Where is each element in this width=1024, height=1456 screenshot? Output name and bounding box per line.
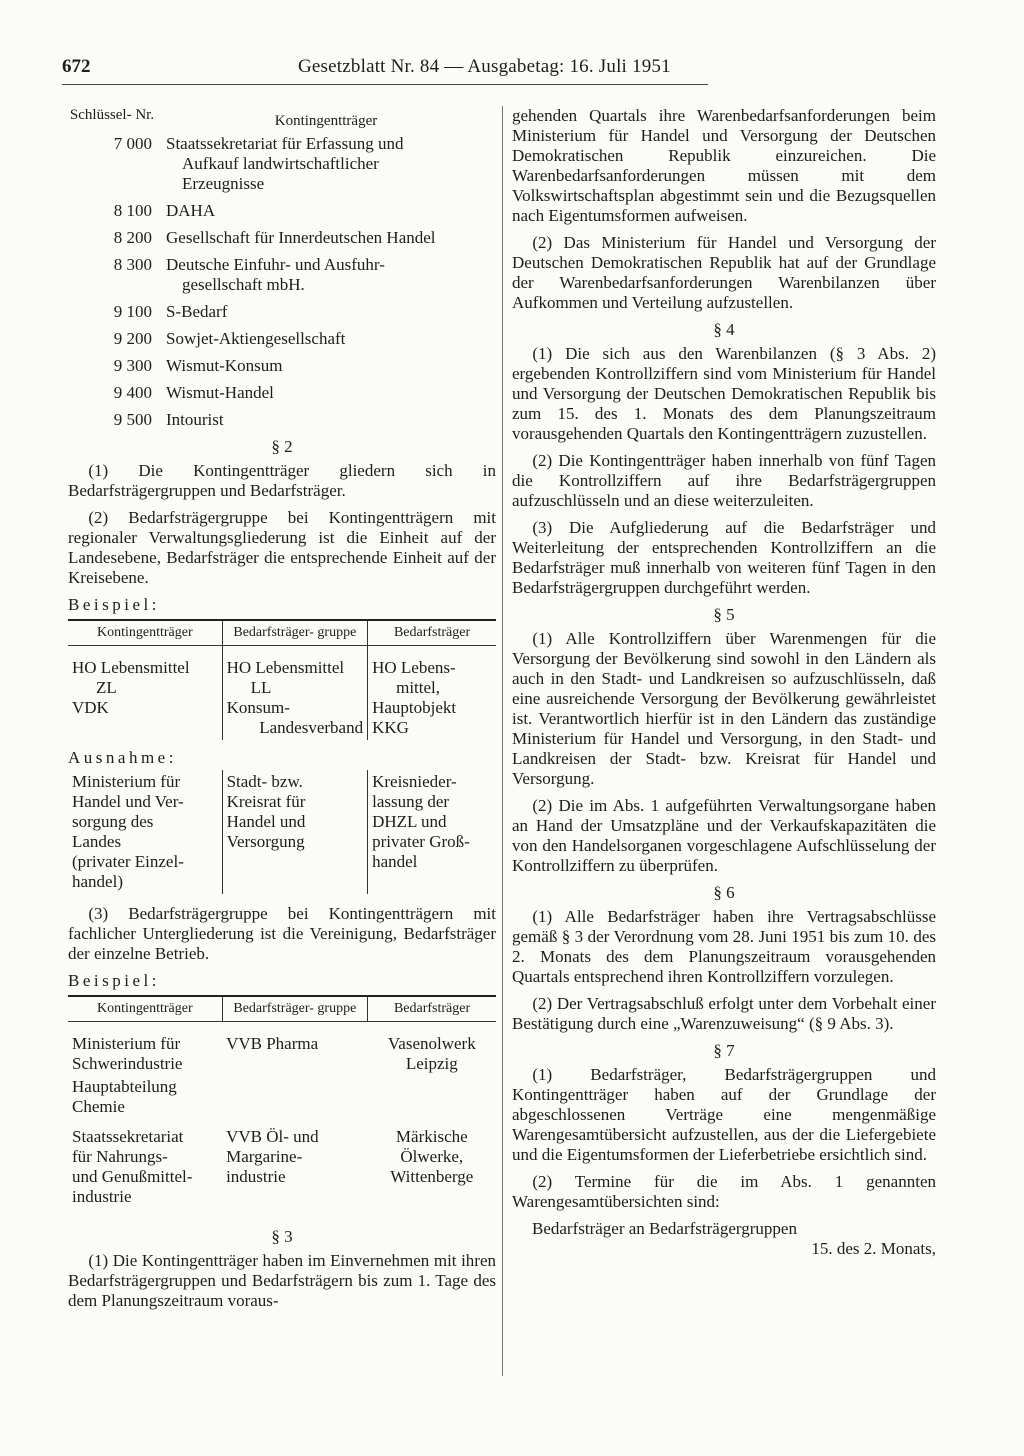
table-2-header-holder: Kontingentträger <box>68 996 222 1022</box>
example-label-1: Beispiel: <box>68 595 160 614</box>
holder-name <box>166 302 496 322</box>
cell-line: Märkische <box>395 1127 468 1146</box>
section-4-para-2: (2) Die Kontingentträger haben innerhalb von fünf Tagen die Kontrollziffern auf ihre Bedarfsträgergruppen aufzuschlüsseln und an diese weiterzuleiten. <box>512 451 936 510</box>
holder-name-line: Aufkauf landwirtschaftlicher <box>182 154 379 173</box>
section-4-title: § 4 <box>713 320 735 339</box>
cell-line: VVB Pharma <box>226 1034 319 1053</box>
table-cell <box>222 1119 368 1209</box>
cell-line: Landes <box>72 832 122 851</box>
cell-line: (privater Einzel- <box>72 852 184 871</box>
table-cell <box>368 1022 496 1120</box>
table-cell <box>368 646 496 741</box>
list-item <box>68 201 496 221</box>
cell-line: HO Lebensmittel <box>226 658 345 677</box>
cell-line: Konsum- <box>226 698 290 717</box>
cell-line: handel <box>372 852 418 871</box>
section-6-para-1: (1) Alle Bedarfsträger haben ihre Vertragsabschlüsse gemäß § 3 der Verordnung vom 28. Juni 1951 bis zum 10. des 2. Monats des dem Planungszeitraum vorausgehenden Quartals entsprechend ihren Kontrollziffern vorzulegen. <box>512 907 936 986</box>
list-item <box>68 302 496 322</box>
cell-line: Margarine- <box>226 1147 303 1166</box>
example-table-2 <box>68 995 496 1209</box>
section-6-para-2: (2) Der Vertragsabschluß erfolgt unter dem Vorbehalt einer Bestätigung durch eine „Warenzuweisung“ (§ 9 Abs. 3). <box>512 994 936 1033</box>
cell-line: Leipzig <box>405 1054 458 1073</box>
section-5-para-1: (1) Alle Kontrollziffern über Warenmengen für die Versorgung der Bevölkerung sind sowohl in den Ländern als auch in den Stadt- und Landkreisen so aufzuschlüsseln, daß eine ausreichende Versorgung der Bevölkerung gewährleistet ist. Verantwortlich hierfür ist in den Ländern das zuständige Ministerium für Handel und Versorgung, in den Stadt- und Landkreisen der Stadt- bzw. Kreisrat für Handel und Versorgung. <box>512 629 936 788</box>
section-7-deadline-date: 15. des 2. Monats, <box>811 1239 936 1258</box>
holder-name-line: S-Bedarf <box>166 302 228 321</box>
cell-line: ZL <box>96 678 117 697</box>
cell-line: Versorgung <box>226 832 305 851</box>
table-cell <box>368 1119 496 1209</box>
page-number: 672 <box>62 56 91 77</box>
holder-name <box>166 410 496 430</box>
cell-line: Kreisrat für <box>226 792 306 811</box>
holder-name <box>166 329 496 349</box>
holder-name-line: Staatssekretariat für Erfassung und <box>166 134 404 153</box>
key-number: 9 300 <box>113 356 152 375</box>
section-4-para-3: (3) Die Aufgliederung auf die Bedarfsträger und Weiterleitung der entsprechenden Kontrollziffern an die Bedarfsträger muß innerhalb von weiteren fünf Tagen in den Bedarfsträgergruppen durchgeführt werden. <box>512 518 936 597</box>
cell-line: Landesverband <box>259 718 364 737</box>
table-cell <box>68 1022 222 1120</box>
page-header <box>62 56 706 84</box>
cell-line: sorgung des <box>72 812 154 831</box>
table-row <box>68 770 496 894</box>
table-2-header-group: Bedarfsträger- gruppe <box>222 996 368 1022</box>
holder-name-line: Sowjet-Aktiengesellschaft <box>166 329 346 348</box>
holder-name <box>166 228 496 248</box>
cell-line: Hauptabteilung <box>72 1077 177 1096</box>
list-item <box>68 410 496 430</box>
table-1-header-group: Bedarfsträger- gruppe <box>222 620 368 646</box>
holder-name-line: Wismut-Konsum <box>166 356 283 375</box>
holder-name <box>166 134 496 194</box>
section-5-para-2: (2) Die im Abs. 1 aufgeführten Verwaltungsorgane haben an Hand der Umsatzpläne und der Verkaufskapazitäten die von den Handelsorganen vorgeschlagene Aufschlüsselung der Kontrollziffern zu überprüfen. <box>512 796 936 875</box>
key-number: 9 100 <box>113 302 152 321</box>
holder-name-line: Wismut-Handel <box>166 383 274 402</box>
list-item <box>68 383 496 403</box>
key-number: 9 400 <box>113 383 152 402</box>
example-label-2: Beispiel: <box>68 971 160 990</box>
section-7-title: § 7 <box>713 1041 735 1060</box>
table-row <box>68 646 496 741</box>
section-2-title: § 2 <box>271 437 293 456</box>
left-column <box>68 106 496 1318</box>
cell-line: Kreisnieder- <box>372 772 457 791</box>
holder-name-line: DAHA <box>166 201 216 220</box>
exception-label: Ausnahme: <box>68 748 177 767</box>
table-cell <box>222 770 368 894</box>
table-row <box>68 1119 496 1209</box>
cell-line: und Genußmittel- <box>72 1167 193 1186</box>
section-3-para-1: (1) Die Kontingentträger haben im Einvernehmen mit ihren Bedarfsträgergruppen und Bedarfsträgern bis zum 1. Tage des dem Planungszeitraum voraus- <box>68 1251 496 1310</box>
running-title: Gesetzblatt Nr. 84 — Ausgabetag: 16. Juli 1951 <box>298 56 671 77</box>
table-cell <box>68 646 222 741</box>
table-cell <box>68 740 496 770</box>
holder-name-line: gesellschaft mbH. <box>182 275 305 294</box>
table-row <box>68 1022 496 1120</box>
cell-line: industrie <box>226 1167 286 1186</box>
holder-name <box>166 383 496 403</box>
key-number: 8 100 <box>113 201 152 220</box>
section-2-para-3: (3) Bedarfsträgergruppe bei Kontingentträgern mit fachlicher Untergliederung ist die Vereinigung, Bedarfsträger der einzelne Betrieb. <box>68 904 496 963</box>
section-4-para-1: (1) Die sich aus den Warenbilanzen (§ 3 Abs. 2) ergebenden Kontrollziffern sind vom Ministerium für Handel und Versorgung der Deutschen Demokratischen Republik bis zum 15. des 1. Monats des dem Planungszeitraum vorausgehenden Quartals den Kontingentträgern zuzustellen. <box>512 344 936 443</box>
holder-name-line: Intourist <box>166 410 224 429</box>
section-3-para-2: (2) Das Ministerium für Handel und Versorgung der Deutschen Demokratischen Republik hat auf der Grundlage der Warenbedarfsanforderungen Warenbilanzen über Aufkommen und Verteilung aufzustellen. <box>512 233 936 312</box>
section-6-title: § 6 <box>713 883 735 902</box>
list-item <box>68 356 496 376</box>
list-item <box>68 255 496 295</box>
header-rule <box>62 84 708 85</box>
table-cell <box>68 1119 222 1209</box>
section-5-title: § 5 <box>713 605 735 624</box>
key-list <box>68 134 496 430</box>
cell-line: Stadt- bzw. <box>226 772 303 791</box>
key-number: 8 200 <box>113 228 152 247</box>
cell-line: Handel und Ver- <box>72 792 184 811</box>
example-table-1 <box>68 619 496 894</box>
holder-name-line: Gesellschaft für Innerdeutschen Handel <box>166 228 436 247</box>
cell-line: für Nahrungs- <box>72 1147 168 1166</box>
cell-line: Ölwerke, <box>400 1147 464 1166</box>
holder-name-line: Erzeugnisse <box>182 174 265 193</box>
key-number: 9 500 <box>113 410 152 429</box>
table-2-header-recipient: Bedarfsträger <box>368 996 496 1022</box>
cell-line: Vasenolwerk <box>387 1034 476 1053</box>
holder-name <box>166 255 496 295</box>
list-item <box>68 228 496 248</box>
holder-name <box>166 201 496 221</box>
section-7-para-2: (2) Termine für die im Abs. 1 genannten Warengesamtübersichten sind: <box>512 1172 936 1211</box>
table-cell <box>368 770 496 894</box>
table-cell <box>222 646 368 741</box>
cell-line: HO Lebensmittel <box>72 658 190 677</box>
cell-line: VVB Öl- und <box>226 1127 319 1146</box>
list-item <box>68 134 496 194</box>
section-7-deadline-line: Bedarfsträger an Bedarfsträgergruppen <box>532 1219 797 1238</box>
section-3-para-1-continued: gehenden Quartals ihre Warenbedarfsanforderungen beim Ministerium für Handel und Versorgung der Deutschen Demokratischen Republik einzureichen. Die Warenbedarfsanforderungen müssen mit dem Volkswirtschaftsplan abgestimmt sein und die Bezugsquellen nach Eigentumsformen aufweisen. <box>512 106 936 225</box>
cell-line: industrie <box>72 1187 132 1206</box>
cell-line: LL <box>250 678 272 697</box>
section-2-para-1: (1) Die Kontingentträger gliedern sich in Bedarfsträgergruppen und Bedarfsträger. <box>68 461 496 500</box>
section-3-title: § 3 <box>271 1227 293 1246</box>
cell-line: KKG <box>372 718 409 737</box>
cell-line: privater Groß- <box>372 832 470 851</box>
section-7-para-1: (1) Bedarfsträger, Bedarfsträgergruppen und Kontingentträger haben auf der Grundlage der abgeschlossenen Verträge eine mengenmäßige Warengesamtübersicht aufzustellen, aus der die Liefergebiete und die Eigentumsformen der Lieferbetriebe ersichtlich sind. <box>512 1065 936 1164</box>
cell-line: Wittenberge <box>390 1167 474 1186</box>
table-1-header-holder: Kontingentträger <box>68 620 222 646</box>
holder-column-heading: Kontingentträger <box>274 113 378 129</box>
key-number: 8 300 <box>113 255 152 274</box>
holder-name-line: Deutsche Einfuhr- und Ausfuhr- <box>166 255 385 274</box>
cell-line: Hauptobjekt <box>372 698 457 717</box>
section-2-para-2: (2) Bedarfsträgergruppe bei Kontingentträgern mit regionaler Verwaltungsgliederung ist die Einheit auf der Landesebene, Bedarfsträger die entsprechende Einheit auf der Kreisebene. <box>68 508 496 587</box>
table-cell <box>222 1022 368 1120</box>
cell-line: DHZL und <box>372 812 447 831</box>
right-column <box>512 106 936 1259</box>
cell-line: Staatssekretariat <box>72 1127 184 1146</box>
key-number: 7 000 <box>113 134 152 153</box>
list-item <box>68 329 496 349</box>
cell-line: Handel und <box>226 812 306 831</box>
key-list-header <box>68 106 496 130</box>
holder-name <box>166 356 496 376</box>
cell-line: Schwerindustrie <box>72 1054 183 1073</box>
table-cell <box>68 770 222 894</box>
key-number: 9 200 <box>113 329 152 348</box>
cell-line: VDK <box>72 698 109 717</box>
key-column-heading: Schlüssel- Nr. <box>69 107 155 123</box>
cell-line: handel) <box>72 872 123 891</box>
column-divider <box>502 106 503 1376</box>
table-1-header-recipient: Bedarfsträger <box>368 620 496 646</box>
cell-line: Ministerium für <box>72 772 181 791</box>
cell-line: Chemie <box>72 1097 125 1116</box>
cell-line: HO Lebens- <box>372 658 456 677</box>
cell-line: mittel, <box>396 678 441 697</box>
cell-line: lassung der <box>372 792 450 811</box>
cell-line: Ministerium für <box>72 1034 181 1053</box>
